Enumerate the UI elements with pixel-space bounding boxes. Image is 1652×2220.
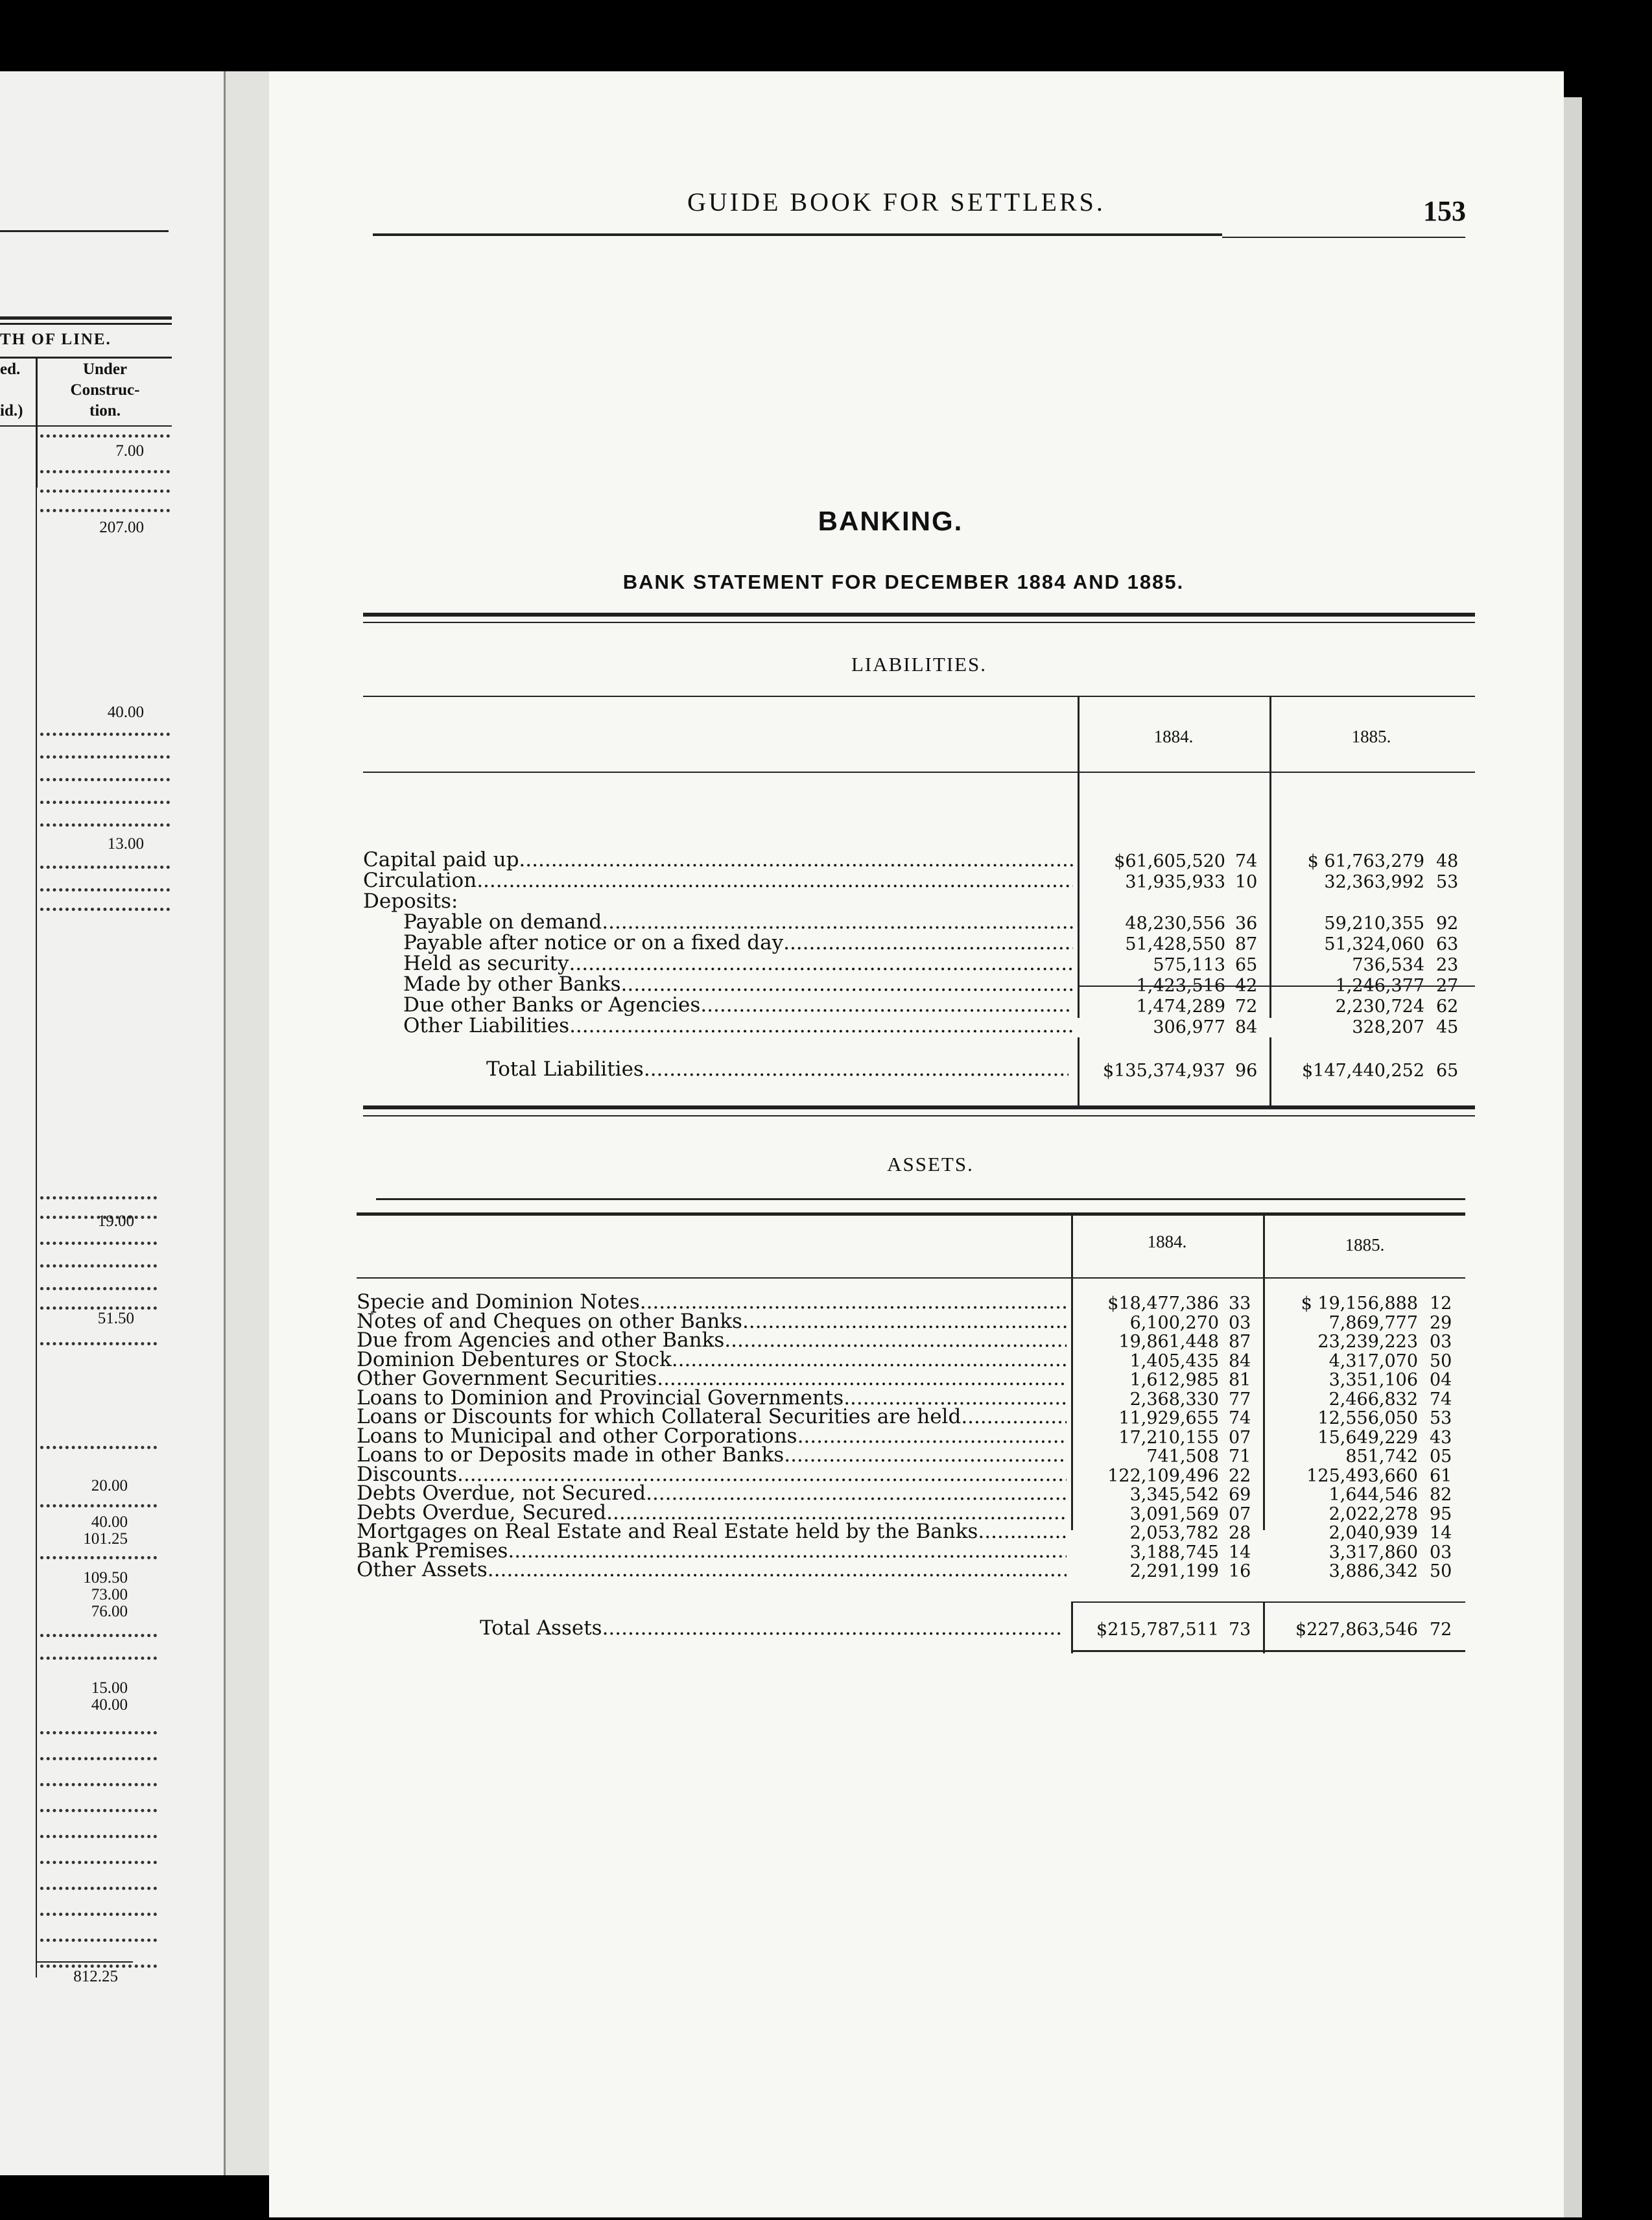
facing-value: 40.00 (91, 1696, 128, 1714)
asset-label: Notes of and Cheques on other Banks (357, 1309, 742, 1333)
liability-cents-1885: 23 (1436, 955, 1459, 975)
liability-value-1885: 2,230,724 (1335, 997, 1424, 1017)
facing-total: 812.25 (73, 1968, 118, 1985)
assets-year-1884: 1884. (1147, 1232, 1187, 1251)
asset-cents-1885: 53 (1430, 1408, 1452, 1428)
facing-value: 76.00 (91, 1603, 128, 1620)
asset-cents-1885: 74 (1430, 1389, 1452, 1410)
asset-value-1884: 122,109,496 (1107, 1465, 1219, 1486)
facing-value: 7.00 (115, 442, 144, 460)
asset-cents-1885: 03 (1430, 1332, 1452, 1352)
asset-value-1885: 1,644,546 (1328, 1485, 1418, 1505)
asset-value-1885: 2,466,832 (1328, 1389, 1418, 1410)
total-liabilities-label: Total Liabilities (486, 1057, 644, 1081)
asset-label: Discounts (357, 1462, 457, 1486)
asset-value-1885: 2,022,278 (1328, 1504, 1418, 1524)
liability-value-1885: $ 61,763,279 (1307, 851, 1424, 871)
facing-value: 101.25 (83, 1530, 128, 1548)
total-assets-row (357, 1618, 1062, 1639)
asset-cents-1885: 12 (1430, 1293, 1452, 1314)
liability-label: Made by other Banks (403, 973, 621, 996)
asset-cents-1885: 05 (1430, 1447, 1452, 1467)
liability-value-1884: 575,113 (1153, 955, 1225, 975)
liability-value-1884: $61,605,520 (1114, 851, 1225, 871)
total-liabilities-1884-cents: 96 (1235, 1061, 1258, 1081)
liability-row (363, 891, 1073, 912)
liability-cents-1884: 72 (1235, 997, 1258, 1017)
asset-value-1884: 3,091,569 (1129, 1504, 1219, 1524)
asset-value-1884: 741,508 (1146, 1447, 1219, 1467)
asset-label: Loans to Dominion and Provincial Governments (357, 1386, 844, 1410)
facing-value: 73.00 (91, 1586, 128, 1603)
total-liabilities-1885-cents: 65 (1436, 1061, 1459, 1081)
liability-cents-1885: 63 (1436, 934, 1459, 954)
liability-cents-1885: 45 (1436, 1017, 1459, 1037)
assets-year-1885: 1885. (1345, 1235, 1385, 1255)
asset-cents-1884: 71 (1229, 1447, 1251, 1467)
asset-cents-1885: 61 (1430, 1465, 1452, 1486)
liability-row (363, 912, 1073, 933)
asset-label: Debts Overdue, Secured (357, 1500, 607, 1524)
asset-cents-1885: 43 (1430, 1427, 1452, 1448)
liability-value-1885: 328,207 (1352, 1017, 1424, 1037)
liability-cents-1885: 27 (1436, 976, 1459, 996)
liability-label: Due other Banks or Agencies (403, 993, 701, 1017)
asset-value-1885: 3,317,860 (1328, 1542, 1418, 1563)
facing-col-a-line1: ed. (0, 360, 21, 378)
facing-col-b-line1: Under (82, 360, 128, 378)
asset-label: Specie and Dominion Notes (357, 1290, 640, 1314)
asset-value-1884: 3,345,542 (1129, 1485, 1219, 1505)
facing-value: 40.00 (107, 703, 144, 721)
liability-cents-1884: 42 (1235, 976, 1258, 996)
liability-cents-1884: 84 (1235, 1017, 1258, 1037)
assets-heading: ASSETS. (887, 1153, 974, 1175)
page-title: BANKING. (818, 506, 963, 536)
asset-value-1884: 1,612,985 (1129, 1370, 1219, 1390)
liabilities-year-1884: 1884. (1153, 727, 1194, 746)
liability-row (363, 932, 1073, 954)
liability-value-1885: 59,210,355 (1324, 914, 1424, 934)
asset-cents-1884: 14 (1229, 1542, 1251, 1563)
page-subtitle: BANK STATEMENT FOR DECEMBER 1884 AND 1885. (622, 571, 1185, 593)
asset-value-1885: 12,556,050 (1317, 1408, 1418, 1428)
asset-cents-1884: 16 (1229, 1561, 1251, 1581)
liability-value-1884: 51,428,550 (1125, 934, 1225, 954)
running-title: GUIDE BOOK FOR SETTLERS. (687, 187, 1105, 217)
facing-value: 207.00 (99, 519, 144, 536)
liability-value-1885: 51,324,060 (1324, 934, 1424, 954)
asset-value-1884: 11,929,655 (1118, 1408, 1219, 1428)
liability-cents-1884: 65 (1235, 955, 1258, 975)
asset-cents-1885: 03 (1430, 1542, 1452, 1563)
asset-label: Loans to or Deposits made in other Banks (357, 1443, 785, 1467)
liability-cents-1884: 87 (1235, 934, 1258, 954)
liability-cents-1885: 53 (1436, 872, 1459, 892)
facing-value: 109.50 (83, 1569, 128, 1587)
asset-cents-1884: 33 (1229, 1293, 1251, 1314)
facing-heading-fragment: TH OF LINE. (0, 331, 112, 348)
asset-value-1884: 17,210,155 (1118, 1427, 1219, 1448)
liability-label: Other Liabilities (403, 1014, 570, 1037)
total-assets-label: Total Assets (480, 1616, 602, 1640)
liability-value-1884: 1,423,516 (1136, 976, 1225, 996)
total-assets-1885-cents: 72 (1430, 1620, 1452, 1640)
liability-cents-1884: 74 (1235, 851, 1258, 871)
asset-value-1884: $18,477,386 (1107, 1293, 1219, 1314)
assets-table (357, 1148, 1465, 1699)
liability-label: Payable after notice or on a fixed day (403, 931, 784, 954)
liability-row (363, 849, 1073, 871)
liability-cents-1884: 36 (1235, 914, 1258, 934)
asset-value-1885: 23,239,223 (1317, 1332, 1418, 1352)
asset-cents-1884: 07 (1229, 1427, 1251, 1448)
liability-label: Deposits: (363, 890, 458, 913)
liability-row (363, 870, 1073, 892)
asset-cents-1885: 50 (1430, 1561, 1452, 1581)
asset-value-1884: 3,188,745 (1129, 1542, 1219, 1563)
liability-value-1885: 32,363,992 (1324, 872, 1424, 892)
asset-value-1885: 2,040,939 (1328, 1523, 1418, 1543)
asset-value-1885: 7,869,777 (1328, 1312, 1418, 1333)
asset-value-1885: 15,649,229 (1317, 1427, 1418, 1448)
asset-cents-1885: 04 (1430, 1370, 1452, 1390)
liability-cents-1884: 10 (1235, 872, 1258, 892)
asset-value-1884: 19,861,448 (1118, 1332, 1219, 1352)
asset-label: Loans or Discounts for which Collateral Securities are held (357, 1405, 962, 1428)
asset-cents-1884: 03 (1229, 1312, 1251, 1333)
asset-label: Due from Agencies and other Banks (357, 1328, 725, 1352)
facing-col-b-line3: tion. (89, 402, 121, 419)
asset-label: Mortgages on Real Estate and Real Estate held by the Banks (357, 1520, 978, 1543)
total-assets-1884-cents: 73 (1229, 1620, 1251, 1640)
liability-value-1884: 306,977 (1153, 1017, 1225, 1037)
liability-label: Circulation (363, 869, 477, 892)
liabilities-year-1885: 1885. (1351, 727, 1391, 746)
asset-label: Loans to Municipal and other Corporations (357, 1424, 797, 1448)
liability-label: Payable on demand (403, 910, 602, 934)
page-edge (1564, 97, 1582, 2217)
asset-cents-1884: 22 (1229, 1465, 1251, 1486)
facing-value: 13.00 (107, 835, 144, 853)
asset-cents-1885: 50 (1430, 1351, 1452, 1371)
facing-value: 40.00 (91, 1513, 128, 1531)
asset-label: Other Assets (357, 1558, 488, 1581)
asset-value-1884: 1,405,435 (1129, 1351, 1219, 1371)
facing-col-a-line2: id.) (0, 402, 23, 419)
asset-label: Debts Overdue, not Secured (357, 1482, 646, 1505)
book-gutter (224, 71, 271, 2175)
asset-label: Dominion Debentures or Stock (357, 1347, 672, 1371)
asset-cents-1884: 87 (1229, 1332, 1251, 1352)
liability-value-1884: 31,935,933 (1125, 872, 1225, 892)
liability-cents-1885: 48 (1436, 851, 1459, 871)
asset-label: Bank Premises (357, 1539, 508, 1563)
total-assets-1884: $215,787,511 (1096, 1620, 1219, 1640)
liability-value-1885: 1,246,377 (1335, 976, 1424, 996)
liability-value-1885: 736,534 (1352, 955, 1424, 975)
total-liabilities-1885: $147,440,252 (1302, 1061, 1424, 1081)
liability-row (363, 1015, 1073, 1037)
asset-cents-1884: 74 (1229, 1408, 1251, 1428)
asset-row (357, 1445, 1067, 1466)
liability-row (363, 974, 1073, 995)
asset-value-1885: 3,886,342 (1328, 1561, 1418, 1581)
asset-cents-1885: 82 (1430, 1485, 1452, 1505)
asset-value-1884: 2,053,782 (1129, 1523, 1219, 1543)
asset-value-1884: 2,291,199 (1129, 1561, 1219, 1581)
asset-cents-1884: 77 (1229, 1389, 1251, 1410)
total-assets-1885: $227,863,546 (1295, 1620, 1418, 1640)
liability-value-1884: 48,230,556 (1125, 914, 1225, 934)
liability-label: Capital paid up (363, 848, 519, 871)
asset-label: Other Government Securities (357, 1367, 657, 1390)
facing-value: 20.00 (91, 1477, 128, 1494)
facing-page (0, 71, 224, 2175)
total-liabilities-row (363, 1059, 1068, 1080)
page-number: 153 (1423, 195, 1466, 227)
liability-label: Held as security (403, 952, 569, 975)
asset-value-1885: 3,351,106 (1328, 1370, 1418, 1390)
asset-cents-1885: 14 (1430, 1523, 1452, 1543)
liability-value-1884: 1,474,289 (1136, 997, 1225, 1017)
liability-cents-1885: 62 (1436, 997, 1459, 1017)
asset-cents-1884: 84 (1229, 1351, 1251, 1371)
asset-value-1884: 6,100,270 (1129, 1312, 1219, 1333)
asset-cents-1884: 81 (1229, 1370, 1251, 1390)
liability-row (363, 995, 1073, 1016)
facing-value: 51.50 (97, 1310, 134, 1327)
page (269, 71, 1564, 2217)
asset-value-1885: $ 19,156,888 (1301, 1293, 1418, 1314)
asset-cents-1885: 95 (1430, 1504, 1452, 1524)
asset-row (357, 1559, 1067, 1581)
asset-cents-1885: 29 (1430, 1312, 1452, 1333)
asset-cents-1884: 69 (1229, 1485, 1251, 1505)
facing-value: 15.00 (91, 1679, 128, 1697)
asset-cents-1884: 07 (1229, 1504, 1251, 1524)
liabilities-heading: LIABILITIES. (851, 653, 987, 676)
total-liabilities-1884: $135,374,937 (1103, 1061, 1225, 1081)
asset-value-1885: 4,317,070 (1328, 1351, 1418, 1371)
asset-value-1885: 125,493,660 (1306, 1465, 1418, 1486)
facing-value: 19.00 (97, 1212, 134, 1230)
asset-cents-1884: 28 (1229, 1523, 1251, 1543)
liability-row (363, 953, 1073, 974)
liability-cents-1885: 92 (1436, 914, 1459, 934)
facing-col-b-line2: Construc- (70, 381, 140, 399)
liabilities-table (363, 613, 1475, 1131)
asset-value-1885: 851,742 (1345, 1447, 1418, 1467)
asset-value-1884: 2,368,330 (1129, 1389, 1219, 1410)
